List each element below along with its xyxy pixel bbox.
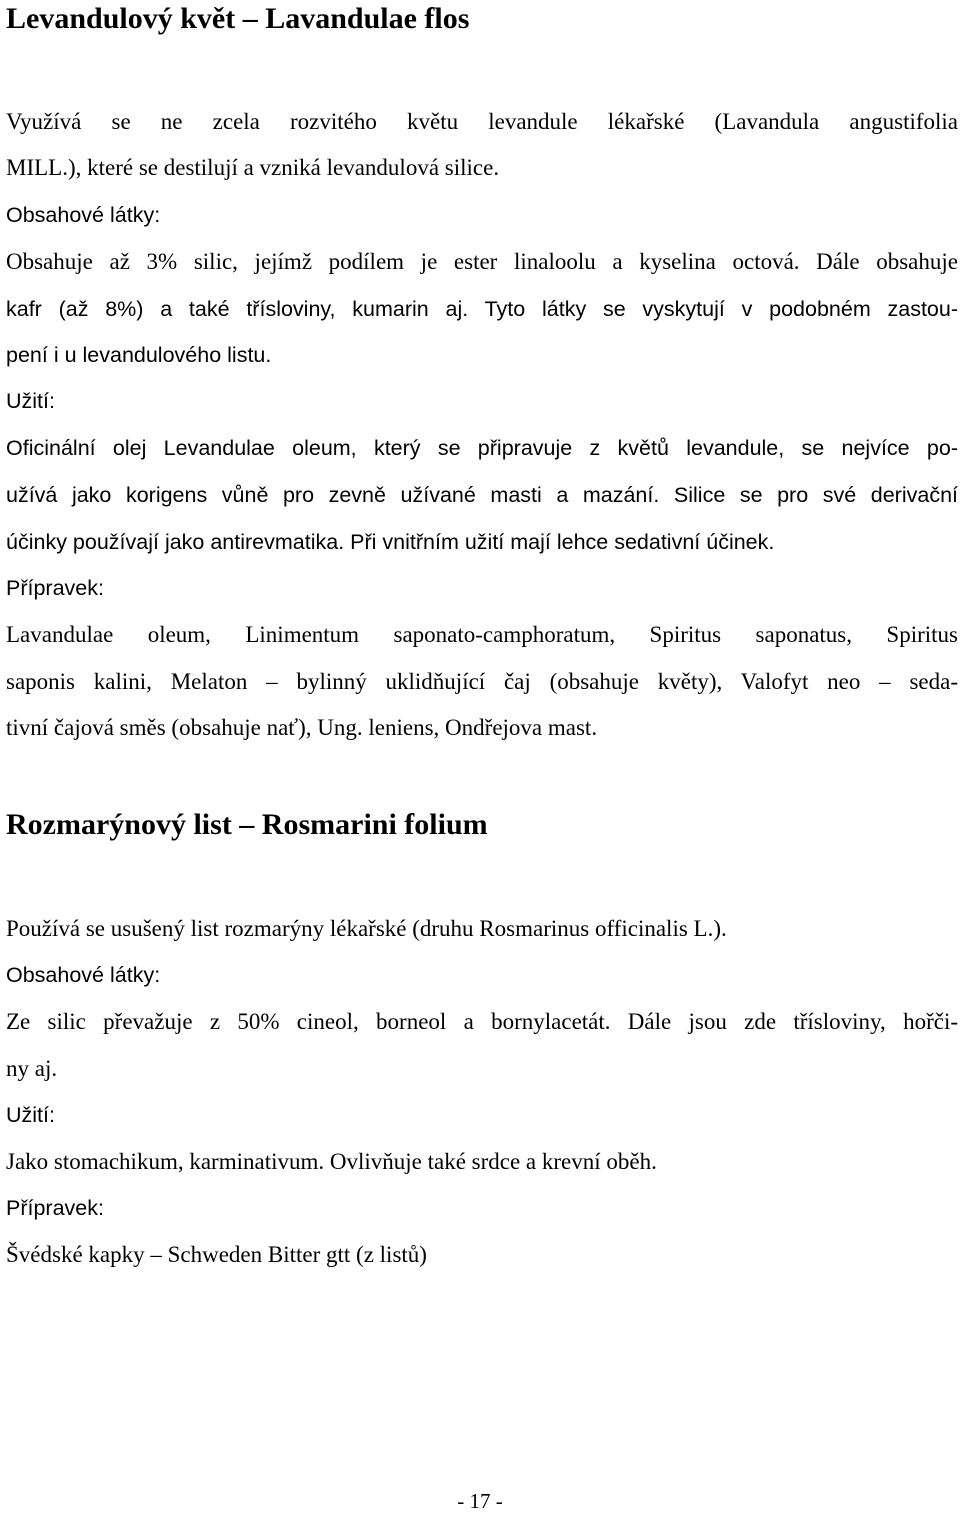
prep-line-1: Lavandulae oleum, Linimentum saponato-camphoratum, Spiritus saponatus, Spiritus <box>6 622 958 647</box>
contents2-line-1: Ze silic převažuje z 50% cineol, borneol a bornylacetát. Dále jsou zde třísloviny, hořči- <box>6 1009 958 1034</box>
section-title-lavender: Levandulový květ – Lavandulae flos <box>6 2 470 35</box>
prep2-line-1: Švédské kapky – Schweden Bitter gtt (z listů) <box>6 1242 427 1267</box>
intro-line-1: Využívá se ne zcela rozvitého květu levandule lékařské (Lavandula angustifolia <box>6 109 958 134</box>
prep-line-3: tivní čajová směs (obsahuje nať), Ung. leniens, Ondřejova mast. <box>6 715 598 740</box>
use2-line-1: Jako stomachikum, karminativum. Ovlivňuje také srdce a krevní oběh. <box>6 1149 657 1174</box>
label-prep-2: Přípravek: <box>6 1196 104 1220</box>
use-line-2: užívá jako korigens vůně pro zevně užívané masti a mazání. Silice se pro své derivační <box>6 483 958 507</box>
intro2-line-1: Používá se usušený list rozmarýny lékařské (druhu Rosmarinus officinalis L.). <box>6 916 727 941</box>
label-contents: Obsahové látky: <box>6 203 161 227</box>
label-use: Užití: <box>6 389 55 413</box>
page-number: - 17 - <box>457 1489 503 1513</box>
label-use-2: Užití: <box>6 1103 55 1127</box>
prep-line-2: saponis kalini, Melaton – bylinný uklidňující čaj (obsahuje květy), Valofyt neo – seda- <box>6 669 958 694</box>
section-title-rosemary: Rozmarýnový list – Rosmarini folium <box>6 808 488 841</box>
label-prep: Přípravek: <box>6 576 104 600</box>
label-contents-2: Obsahové látky: <box>6 963 161 987</box>
contents2-line-2: ny aj. <box>6 1056 58 1081</box>
intro-line-2: MILL.), které se destilují a vzniká levandulová silice. <box>6 155 500 180</box>
contents-line-2: kafr (až 8%) a také třísloviny, kumarin aj. Tyto látky se vyskytují v podobném zastou- <box>6 297 958 321</box>
use-line-3: účinky používají jako antirevmatika. Při vnitřním užití mají lehce sedativní účinek. <box>6 530 775 554</box>
contents-line-1: Obsahuje až 3% silic, jejímž podílem je ester linaloolu a kyselina octová. Dále obsahuje <box>6 249 958 274</box>
contents-line-3: pení i u levandulového listu. <box>6 343 272 367</box>
use-line-1: Oficinální olej Levandulae oleum, který se připravuje z květů levandule, se nejvíce po- <box>6 436 958 460</box>
